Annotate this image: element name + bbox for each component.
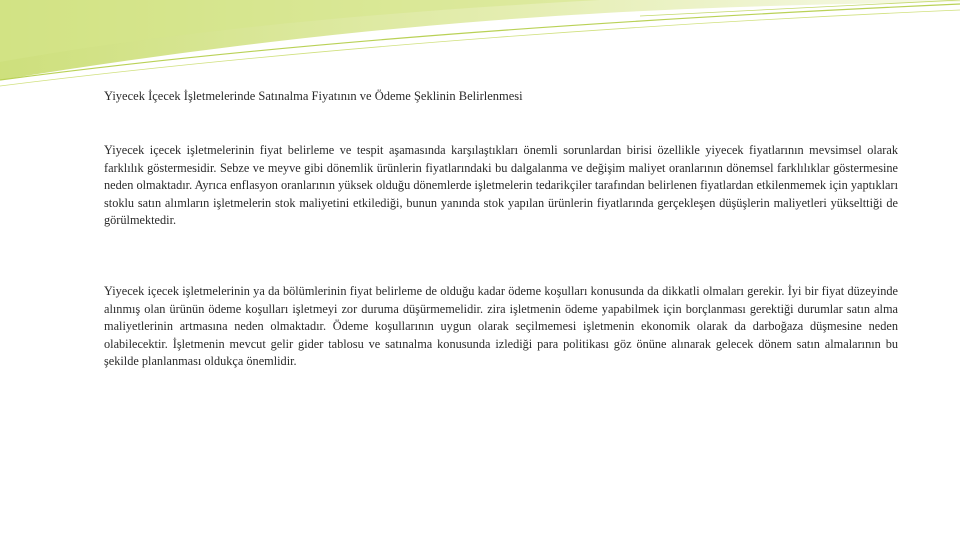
body-paragraph-2: Yiyecek içecek işletmelerinin ya da bölümlerinin fiyat belirleme de olduğu kadar ödeme koşulları konusunda da dikkatli olmaları gerekir. İyi bir fiyat düzeyinde alınmış olan ürünün ödeme koşulları işletmeyi zor duruma düşürmemelidir. zira işletmenin ödeme yapabilmek için borçlanması gerektiği durumlar satın alma maliyetlerinin artmasına neden olmaktadır. Ödeme koşullarının uygun olarak seçilmemesi işletmenin ekonomik olarak da darboğaza düşmesine neden olabilecektir. İşletmenin mevcut gelir gider tablosu ve satınalma konusunda izlediği para politikası göz önüne alınarak gelecek dönem satın almalarının bu şekilde planlanması oldukça önemlidir. — [104, 284, 898, 369]
body-paragraph-1: Yiyecek içecek işletmelerinin fiyat belirleme ve tespit aşamasında karşılaştıkları önemli sorunlardan birisi özellikle yiyecek fiyatlarının mevsimsel olarak farklılık göstermesidir. Sebze ve meyve gibi dönemlik ürünlerin fiyatlarındaki bu dalgalanma ve değişim maliyet oranlarının dönemsel farklılıklar göstermesine neden olmaktadır. Ayrıca enflasyon oranlarının yüksek olduğu dönemlerde işletmelerin tedarikçiler tarafından belirlenen fiyatlardan etkilenmemek için yaptıkları stoklu satın alımların işletmelerin stok maliyetini etkilediği, bunun yanında stok yapılan ürünlerin fiyatlarında gerçekleşen düşüşlerin maliyetleri yükselttiği de görülmektedir. — [104, 143, 898, 228]
header-swoosh-decoration — [0, 0, 960, 90]
slide-title: Yiyecek İçecek İşletmelerinde Satınalma Fiyatının ve Ödeme Şeklinin Belirlenmesi — [104, 89, 523, 103]
